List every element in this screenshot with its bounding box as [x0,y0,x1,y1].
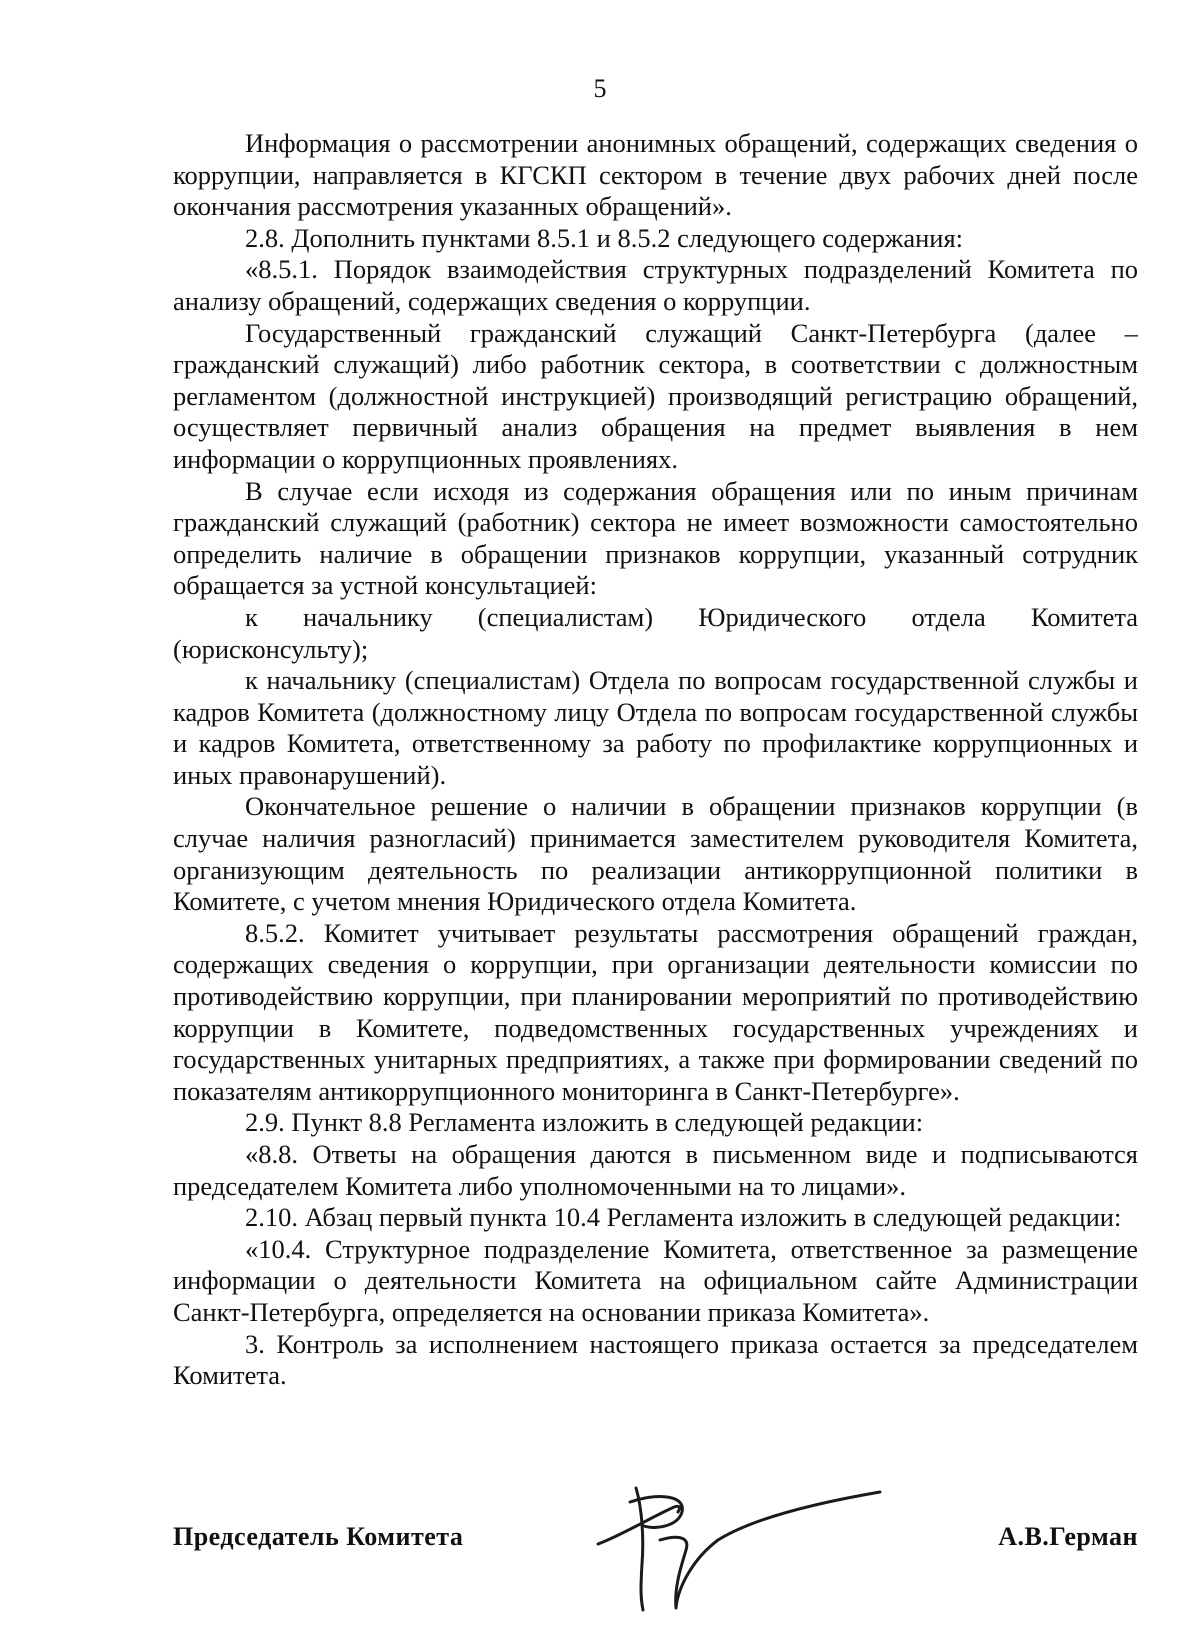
paragraph: «8.8. Ответы на обращения даются в письменном виде и подписываются председателем Комитета либо уполномоченными на то лицами». [173,1139,1138,1201]
paragraph: «10.4. Структурное подразделение Комитета, ответственное за размещение информации о деятельности Комитета на официальном сайте Администрации Санкт-Петербурга, определяется на основании приказа Комитета». [173,1233,1138,1327]
paragraph: «8.5.1. Порядок взаимодействия структурных подразделений Комитета по анализу обращений, содержащих сведения о коррупции. [173,254,1138,316]
paragraph: 3. Контроль за исполнением настоящего приказа остается за председателем Комитета. [173,1328,1138,1391]
paragraph: Государственный гражданский служащий Санкт-Петербурга (далее – гражданский служащий) либо работник сектора, в соответствии с должностным регламентом (должностной инструкцией) производящий регистрацию обращений, осуществляет первичный анализ обращения на предмет выявления в нем информации о коррупционных проявлениях. [173,317,1138,474]
paragraph: Информация о рассмотрении анонимных обращений, содержащих сведения о коррупции, направляется в КГСКП сектором в течение двух рабочих дней после окончания рассмотрения указанных обращений». [173,128,1138,222]
paragraph: 8.5.2. Комитет учитывает результаты рассмотрения обращений граждан, содержащих сведения о коррупции, при организации деятельности комиссии по противодействию коррупции, при планировании мероприятий по противодействию коррупции в Комитете, подведомственных государственных учреждениях и государственных унитарных предприятиях, а также при формировании сведений по показателям антикоррупционного мониторинга в Санкт-Петербурге». [173,917,1138,1106]
paragraph: 2.8. Дополнить пунктами 8.5.1 и 8.5.2 следующего содержания: [245,222,964,253]
paragraph: 2.9. Пункт 8.8 Регламента изложить в следующей редакции: [245,1107,924,1138]
signatory-title: Председатель Комитета [173,1522,464,1551]
paragraph: к начальнику (специалистам) Юридического отдела Комитета (юрисконсульту); [173,601,1138,664]
document-body [173,128,1138,1392]
page-number: 5 [593,74,607,103]
paragraph: к начальнику (специалистам) Отдела по вопросам государственной службы и кадров Комитета (должностному лицу Отдела по вопросам государственной службы и кадров Комитета, ответственному за работу по профилактике коррупционных и иных правонарушений). [173,665,1138,790]
paragraph: В случае если исходя из содержания обращения или по иным причинам гражданский служащий (работник) сектора не имеет возможности самостоятельно определить наличие в обращении признаков коррупции, указанный сотрудник обращается за устной консультацией: [173,475,1138,601]
signatory-name: А.В.Герман [998,1522,1138,1551]
signature-block [173,1522,1138,1562]
paragraph: Окончательное решение о наличии в обращении признаков коррупции (в случае наличия разногласий) принимается заместителем руководителя Комитета, организующим деятельность по реализации антикоррупционной политики в Комитете, с учетом мнения Юридического отдела Комитета. [173,791,1138,917]
paragraph: 2.10. Абзац первый пункта 10.4 Регламента изложить в следующей редакции: [245,1202,1122,1233]
